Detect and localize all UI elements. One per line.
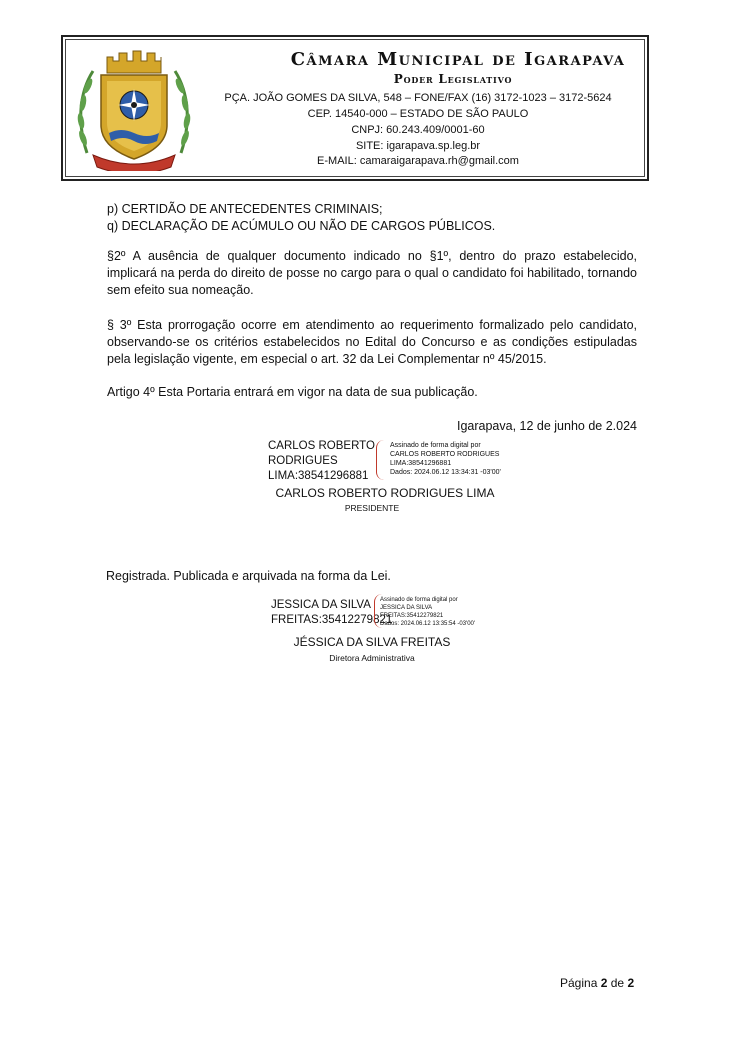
article-4: Artigo 4º Esta Portaria entrará em vigor na data de sua publicação. (107, 385, 478, 399)
municipal-crest-icon (73, 43, 195, 171)
paragraph-3: § 3º Esta prorrogação ocorre em atendimento ao requerimento formalizado pelo candidato, observando-se os critérios estabelecidos no Edital do Concurso e as condições estipuladas pela legislação vigente, em especial o art. 32 da Lei Complementar nº 45/2015. (107, 318, 637, 366)
signer-name-line3: LIMA:38541296881 (268, 470, 369, 482)
header-site: SITE: igarapava.sp.leg.br (355, 140, 481, 152)
page-of: de (610, 976, 625, 990)
signature-meta-line3: LIMA:38541296881 (390, 460, 452, 467)
signature-meta-line4: Dados: 2024.06.12 13:35:54 -03'00' (380, 621, 476, 627)
signer-name-line2: RODRIGUES (268, 455, 338, 467)
list-item-p: p) CERTIDÃO DE ANTECEDENTES CRIMINAIS; (107, 202, 383, 216)
page-number (560, 976, 634, 990)
signature-bracket (376, 440, 385, 480)
document-body (107, 201, 637, 235)
signer-name-line1: JESSICA DA SILVA (271, 599, 371, 611)
signature-meta-line2: JESSICA DA SILVA (380, 605, 433, 611)
signature-meta-line1: Assinado de forma digital por (390, 442, 481, 449)
signature-meta-line2: CARLOS ROBERTO RODRIGUES (390, 451, 500, 458)
paragraph-2: §2º A ausência de qualquer documento indicado no §1º, dentro do prazo estabelecido, implicará na perda do direito de posse no cargo para o qual o candidato foi habilitado, tornando sem efeito sua nomeação. (107, 249, 637, 297)
signature-meta-line3: FREITAS:35412279821 (380, 613, 444, 619)
signer-role: PRESIDENTE (344, 503, 400, 513)
letterhead (61, 35, 649, 181)
header-subtitle: Poder Legislativo (393, 72, 513, 86)
header-address: PÇA. JOÃO GOMES DA SILVA, 548 – FONE/FAX (16) 3172-1023 – 3172-5624 (224, 92, 612, 104)
signer-full-name: JÉSSICA DA SILVA FREITAS (293, 635, 451, 649)
header-title: Câmara Municipal de Igarapava (290, 49, 626, 70)
page-total: 2 (627, 976, 635, 990)
page-current: 2 (600, 976, 608, 990)
signer-name-line2: FREITAS:35412279821 (271, 614, 393, 626)
registration-line: Registrada. Publicada e arquivada na forma da Lei. (106, 569, 391, 583)
page-label: Página (560, 976, 598, 990)
signer-full-name: CARLOS ROBERTO RODRIGUES LIMA (275, 486, 495, 500)
header-cep: CEP. 14540-000 – ESTADO DE SÃO PAULO (307, 108, 529, 120)
signer-name-line1: CARLOS ROBERTO (268, 440, 375, 452)
header-email: E-MAIL: camaraigarapava.rh@gmail.com (317, 155, 519, 167)
signature-meta-line4: Dados: 2024.06.12 13:34:31 -03'00' (390, 469, 501, 476)
signer-role: Diretora Administrativa (329, 653, 415, 663)
header-cnpj: CNPJ: 60.243.409/0001-60 (351, 124, 485, 136)
signature-meta-line1: Assinado de forma digital por (380, 597, 458, 603)
list-item-q: q) DECLARAÇÃO DE ACÚMULO OU NÃO DE CARGOS PÚBLICOS. (107, 219, 496, 233)
date-line: Igarapava, 12 de junho de 2.024 (456, 419, 637, 433)
